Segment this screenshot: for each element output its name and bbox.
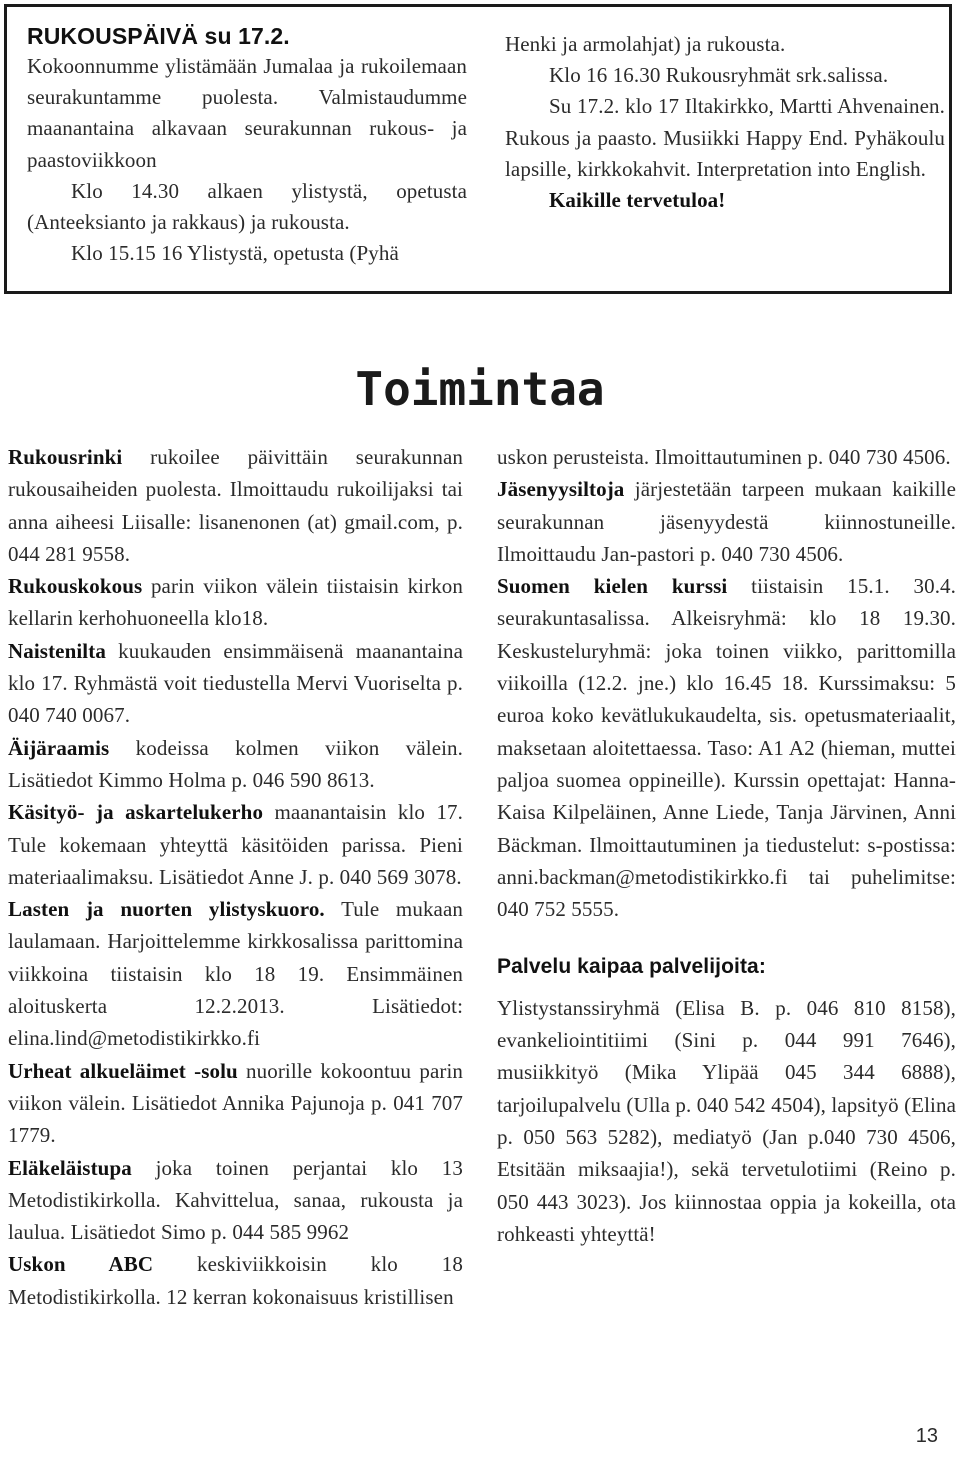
item-uskon-abc: Uskon ABC keskiviikkoisin klo 18 Metodistikirkolla. 12 kerran kokonaisuus kristillisen (8, 1252, 463, 1309)
box-title: RUKOUSPÄIVÄ su 17.2. (27, 23, 290, 49)
item-aijaraamis: Äijäraamis kodeissa kolmen viikon välein. Lisätiedot Kimmo Holma p. 046 590 8613. (8, 735, 463, 792)
box-schedule-2: Klo 15.15 16 Ylistystä, opetusta (Pyhä (71, 241, 399, 266)
section-heading: Toimintaa (355, 362, 605, 416)
box-intro: Kokoonnumme ylistämään Jumalaa ja rukoilemaan seurakuntamme puolesta. Valmistaudumme maanantaina alkavaan seurakunnan rukous- ja paastoviikkoon (27, 54, 467, 172)
item-jasenyysiltoja: Jäsenyysiltoja järjestetään tarpeen mukaan kaikille seurakunnan jäsenyydestä kiinnostuneille. Ilmoittaudu Jan-pastori p. 040 730 4506. (497, 477, 956, 566)
box-left-column (27, 21, 467, 269)
item-rukouskokous: Rukouskokous parin viikon välein tiistaisin kirkon kellarin kerhohuoneella klo18. (8, 574, 463, 631)
prayer-day-box (4, 4, 952, 294)
right-column (497, 441, 956, 1250)
box-welcome: Kaikille tervetuloa! (549, 188, 726, 213)
item-uskon-abc-continued: uskon perusteista. Ilmoittautuminen p. 040 730 4506. (497, 445, 951, 469)
box-schedule-4: Su 17.2. klo 17 Iltakirkko, Martti Ahvenainen. Rukous ja paasto. Musiikki Happy End. Pyhäkoulu lapsille, kirkkokahvit. Interpretation into English. (505, 94, 945, 181)
box-right-column (505, 29, 945, 216)
left-column (8, 441, 463, 1313)
item-urheat-alkueläimet: Urheat alkueläimet -solu nuorille kokoontuu parin viikon välein. Lisätiedot Annika Pajunoja p. 041 707 1779. (8, 1058, 463, 1148)
item-kasityokerho: Käsityö- ja askartelukerho maanantaisin klo 17. Tule kokemaan yhteyttä käsitöiden parissa. Pieni materiaalimaksu. Lisätiedot Anne J. p. 040 569 3078. (8, 800, 463, 889)
item-rukousrinki: Rukousrinki rukoilee päivittäin seurakunnan rukousaiheiden puolesta. Ilmoittaudu rukoilijaksi tai anna aiheesi Liisalle: lisanenonen (at) gmail.com, p. 044 281 9558. (8, 445, 463, 566)
palvelu-text: Ylistystanssiryhmä (Elisa B. p. 046 810 8158), evankeliointitiimi (Sini p. 044 991 7646), musiikkityö (Mika Ylipää 045 344 6888), tarjoilupalvelu (Ulla p. 040 542 4504), lapsityö (Elina p. 050 563 5282), mediatyö (Jan p.040 730 4506, Etsitään miksaajia!), sekä tervetulotiimi (Reino p. 050 443 3023). Jos kiinnostaa oppia ja kokeilla, ota rohkeasti yhteyttä! (497, 995, 956, 1246)
box-schedule-1: Klo 14.30 alkaen ylistystä, opetusta (Anteeksianto ja rakkaus) ja rukousta. (27, 178, 467, 235)
item-elakelaistupa: Eläkeläistupa joka toinen perjantai klo 13 Metodistikirkolla. Kahvittelua, sanaa, rukousta ja laulua. Lisätiedot Simo p. 044 585 9962 (8, 1155, 463, 1245)
box-schedule-3: Klo 16 16.30 Rukousryhmät srk.salissa. (549, 63, 889, 88)
box-continued: Henki ja armolahjat) ja rukousta. (505, 32, 786, 56)
item-ylistyskuoro: Lasten ja nuorten ylistyskuoro. Tule mukaan laulamaan. Harjoittelemme kirkkosalissa parittomina viikkoina tiistaisin klo 18 19. Ensimmäinen aloituskerta 12.2.2013. Lisätiedot: elina.lind@metodistikirkko.fi (8, 897, 464, 1051)
palvelu-heading: Palvelu kaipaa palvelijoita: (497, 955, 766, 979)
item-suomen-kielen-kurssi: Suomen kielen kurssi tiistaisin 15.1. 30.4. seurakuntasalissa. Alkeisryhmä: klo 18 19.30. Keskusteluryhmä: joka toinen viikko, parittomilla viikoilla (12.2. jne.) klo 16.45 18. Kurssimaksu: 5 euroa koko kevätlukukaudelta, sis. opetusmateriaalit, maksetaan aloitettaessa. Taso: A1 A2 (hieman, muttei paljoa suomea oppineille). Kurssin opettajat: Hanna-Kaisa Kilpeläinen, Anne Liede, Tanja Järvinen, Anni Bäckman. Ilmoittautuminen ja tiedustelut: s-postissa: anni.backman@metodistikirkko.fi tai puhelimitse: 040 752 5555. (497, 574, 956, 922)
page-number: 13 (915, 1425, 938, 1447)
item-naistenilta: Naistenilta kuukauden ensimmäisenä maanantaina klo 17. Ryhmästä voit tiedustella Mervi Vuoriselta p. 040 740 0067. (8, 638, 463, 728)
